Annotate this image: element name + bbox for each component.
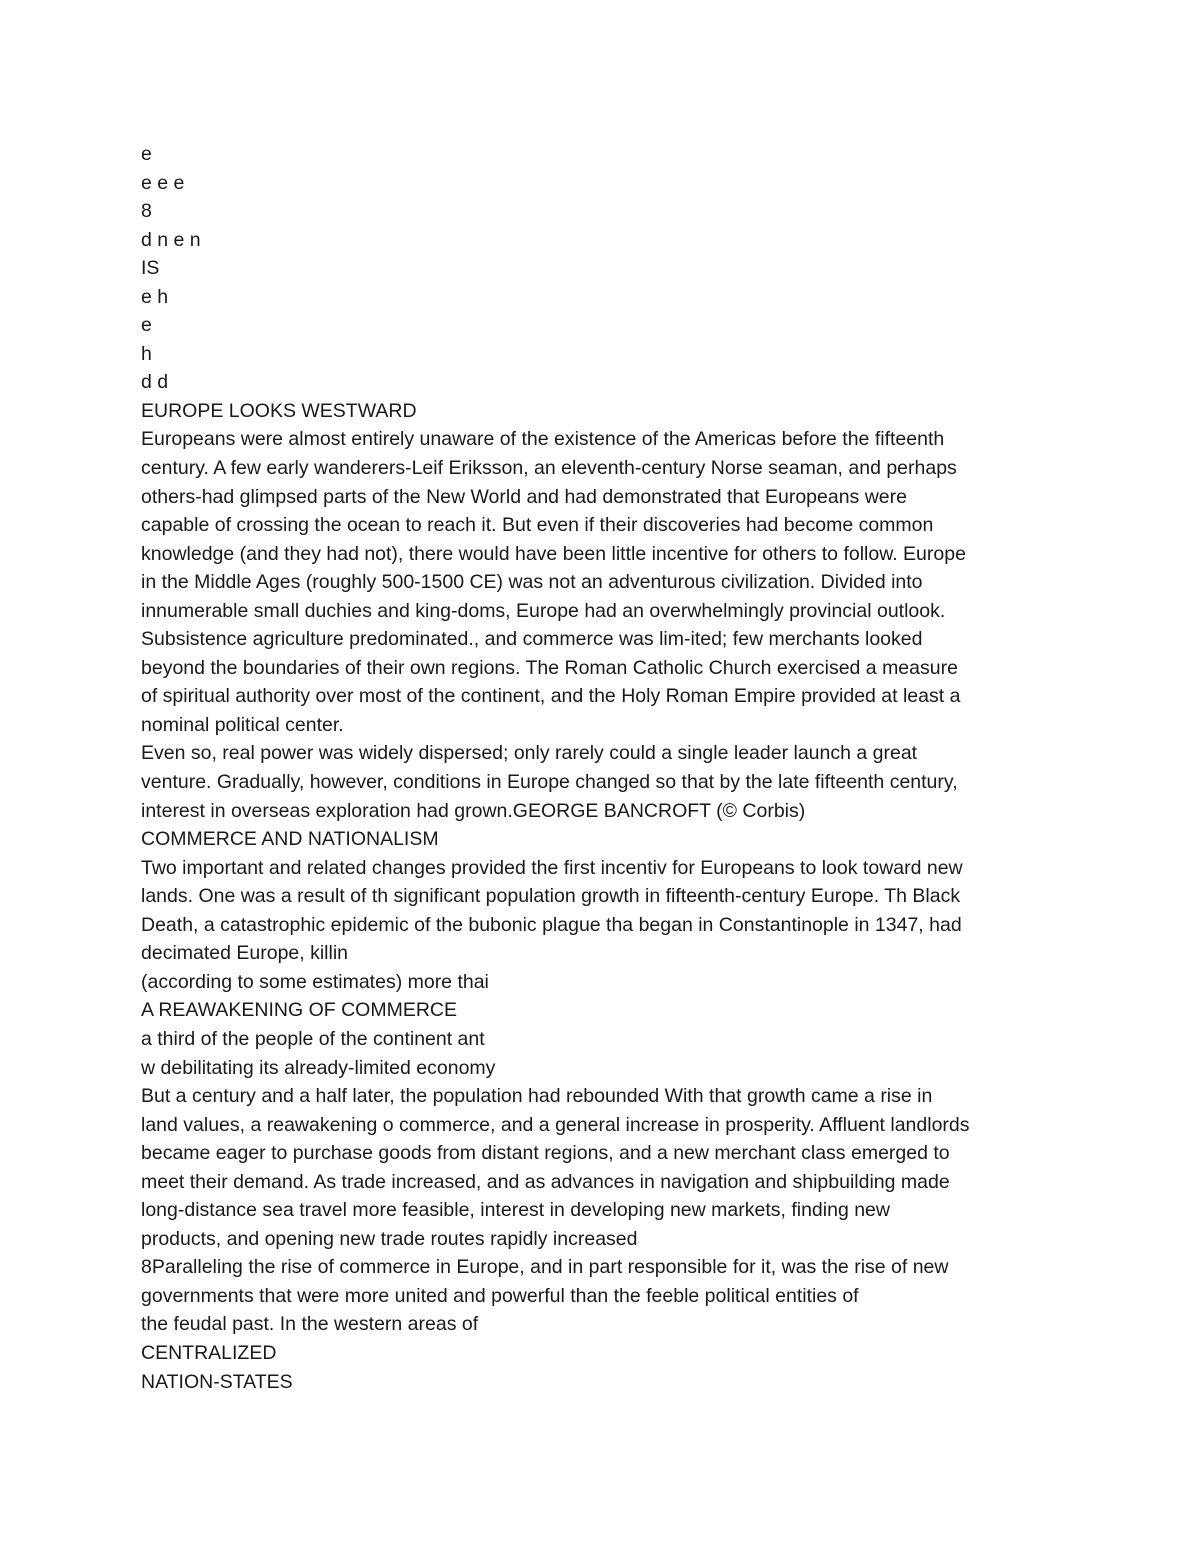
text-line: e: [141, 143, 152, 165]
text-line: innumerable small duchies and king-doms, Europe had an overwhelmingly provincial outlook.: [141, 599, 946, 622]
text-line: IS: [141, 257, 160, 280]
text-line: capable of crossing the ocean to reach it. But even if their discoveries had become common: [141, 514, 934, 537]
text-line: e e e: [141, 171, 185, 194]
text-line: lands. One was a result of th significant population growth in fifteenth-century Europe. Th Black: [141, 885, 961, 908]
text-line: venture. Gradually, however, conditions in Europe changed so that by the late fifteenth century,: [141, 771, 958, 794]
text-line: of spiritual authority over most of the continent, and the Holy Roman Empire provided at least a: [141, 685, 961, 708]
text-line: Subsistence agriculture predominated., and commerce was lim-ited; few merchants looked: [141, 628, 923, 651]
section-heading: COMMERCE AND NATIONALISM: [141, 828, 439, 851]
text-line: products, and opening new trade routes rapidly increased: [141, 1227, 638, 1250]
text-line: Death, a catastrophic epidemic of the bubonic plague tha began in Constantinople in 1347, had: [141, 913, 962, 936]
text-line: long-distance sea travel more feasible, interest in developing new markets, finding new: [141, 1199, 890, 1222]
section-heading: NATION-STATES: [141, 1370, 293, 1393]
text-line: (according to some estimates) more thai: [141, 970, 489, 993]
text-line: meet their demand. As trade increased, and as advances in navigation and shipbuilding made: [141, 1170, 950, 1193]
text-line: beyond the boundaries of their own regions. The Roman Catholic Church exercised a measure: [141, 656, 958, 679]
text-line: governments that were more united and powerful than the feeble political entities of: [141, 1284, 859, 1307]
text-line: e h: [141, 285, 169, 308]
text-line: h: [141, 342, 152, 365]
text-line: nominal political center.: [141, 713, 344, 736]
text-line: But a century and a half later, the population had rebounded With that growth came a rise in: [141, 1085, 933, 1108]
text-line: land values, a reawakening o commerce, and a general increase in prosperity. Affluent landlords: [141, 1113, 970, 1136]
text-line: century. A few early wanderers-Leif Eriksson, an eleventh-century Norse seaman, and perhaps: [141, 457, 957, 480]
section-heading: EUROPE LOOKS WESTWARD: [141, 399, 417, 422]
text-line: Even so, real power was widely dispersed; only rarely could a single leader launch a great: [141, 742, 918, 765]
text-line: d d: [141, 371, 169, 394]
text-line: became eager to purchase goods from distant regions, and a new merchant class emerged to: [141, 1142, 950, 1165]
text-line: e: [141, 314, 152, 337]
text-line: decimated Europe, killin: [141, 942, 349, 965]
document-text: [141, 140, 1071, 1396]
text-line: 8Paralleling the rise of commerce in Europe, and in part responsible for it, was the rise of new: [141, 1256, 949, 1279]
text-line: Europeans were almost entirely unaware of the existence of the Americas before the fifteenth: [141, 428, 945, 451]
text-line: 8: [141, 200, 152, 223]
text-line: Two important and related changes provided the first incentiv for Europeans to look toward new: [141, 856, 963, 879]
text-line: in the Middle Ages (roughly 500-1500 CE) was not an adventurous civilization. Divided into: [141, 571, 923, 594]
text-line: a third of the people of the continent ant: [141, 1027, 485, 1050]
text-line: interest in overseas exploration had grown.GEORGE BANCROFT (© Corbis): [141, 799, 806, 822]
section-heading: CENTRALIZED: [141, 1341, 277, 1364]
text-line: others-had glimpsed parts of the New World and had demonstrated that Europeans were: [141, 485, 907, 508]
section-heading: A REAWAKENING OF COMMERCE: [141, 999, 457, 1022]
text-line: w debilitating its already-limited economy: [141, 1056, 496, 1079]
text-line: knowledge (and they had not), there would have been little incentive for others to follow. Europe: [141, 542, 966, 565]
text-line: the feudal past. In the western areas of: [141, 1313, 479, 1336]
text-line: d n e n: [141, 228, 201, 251]
